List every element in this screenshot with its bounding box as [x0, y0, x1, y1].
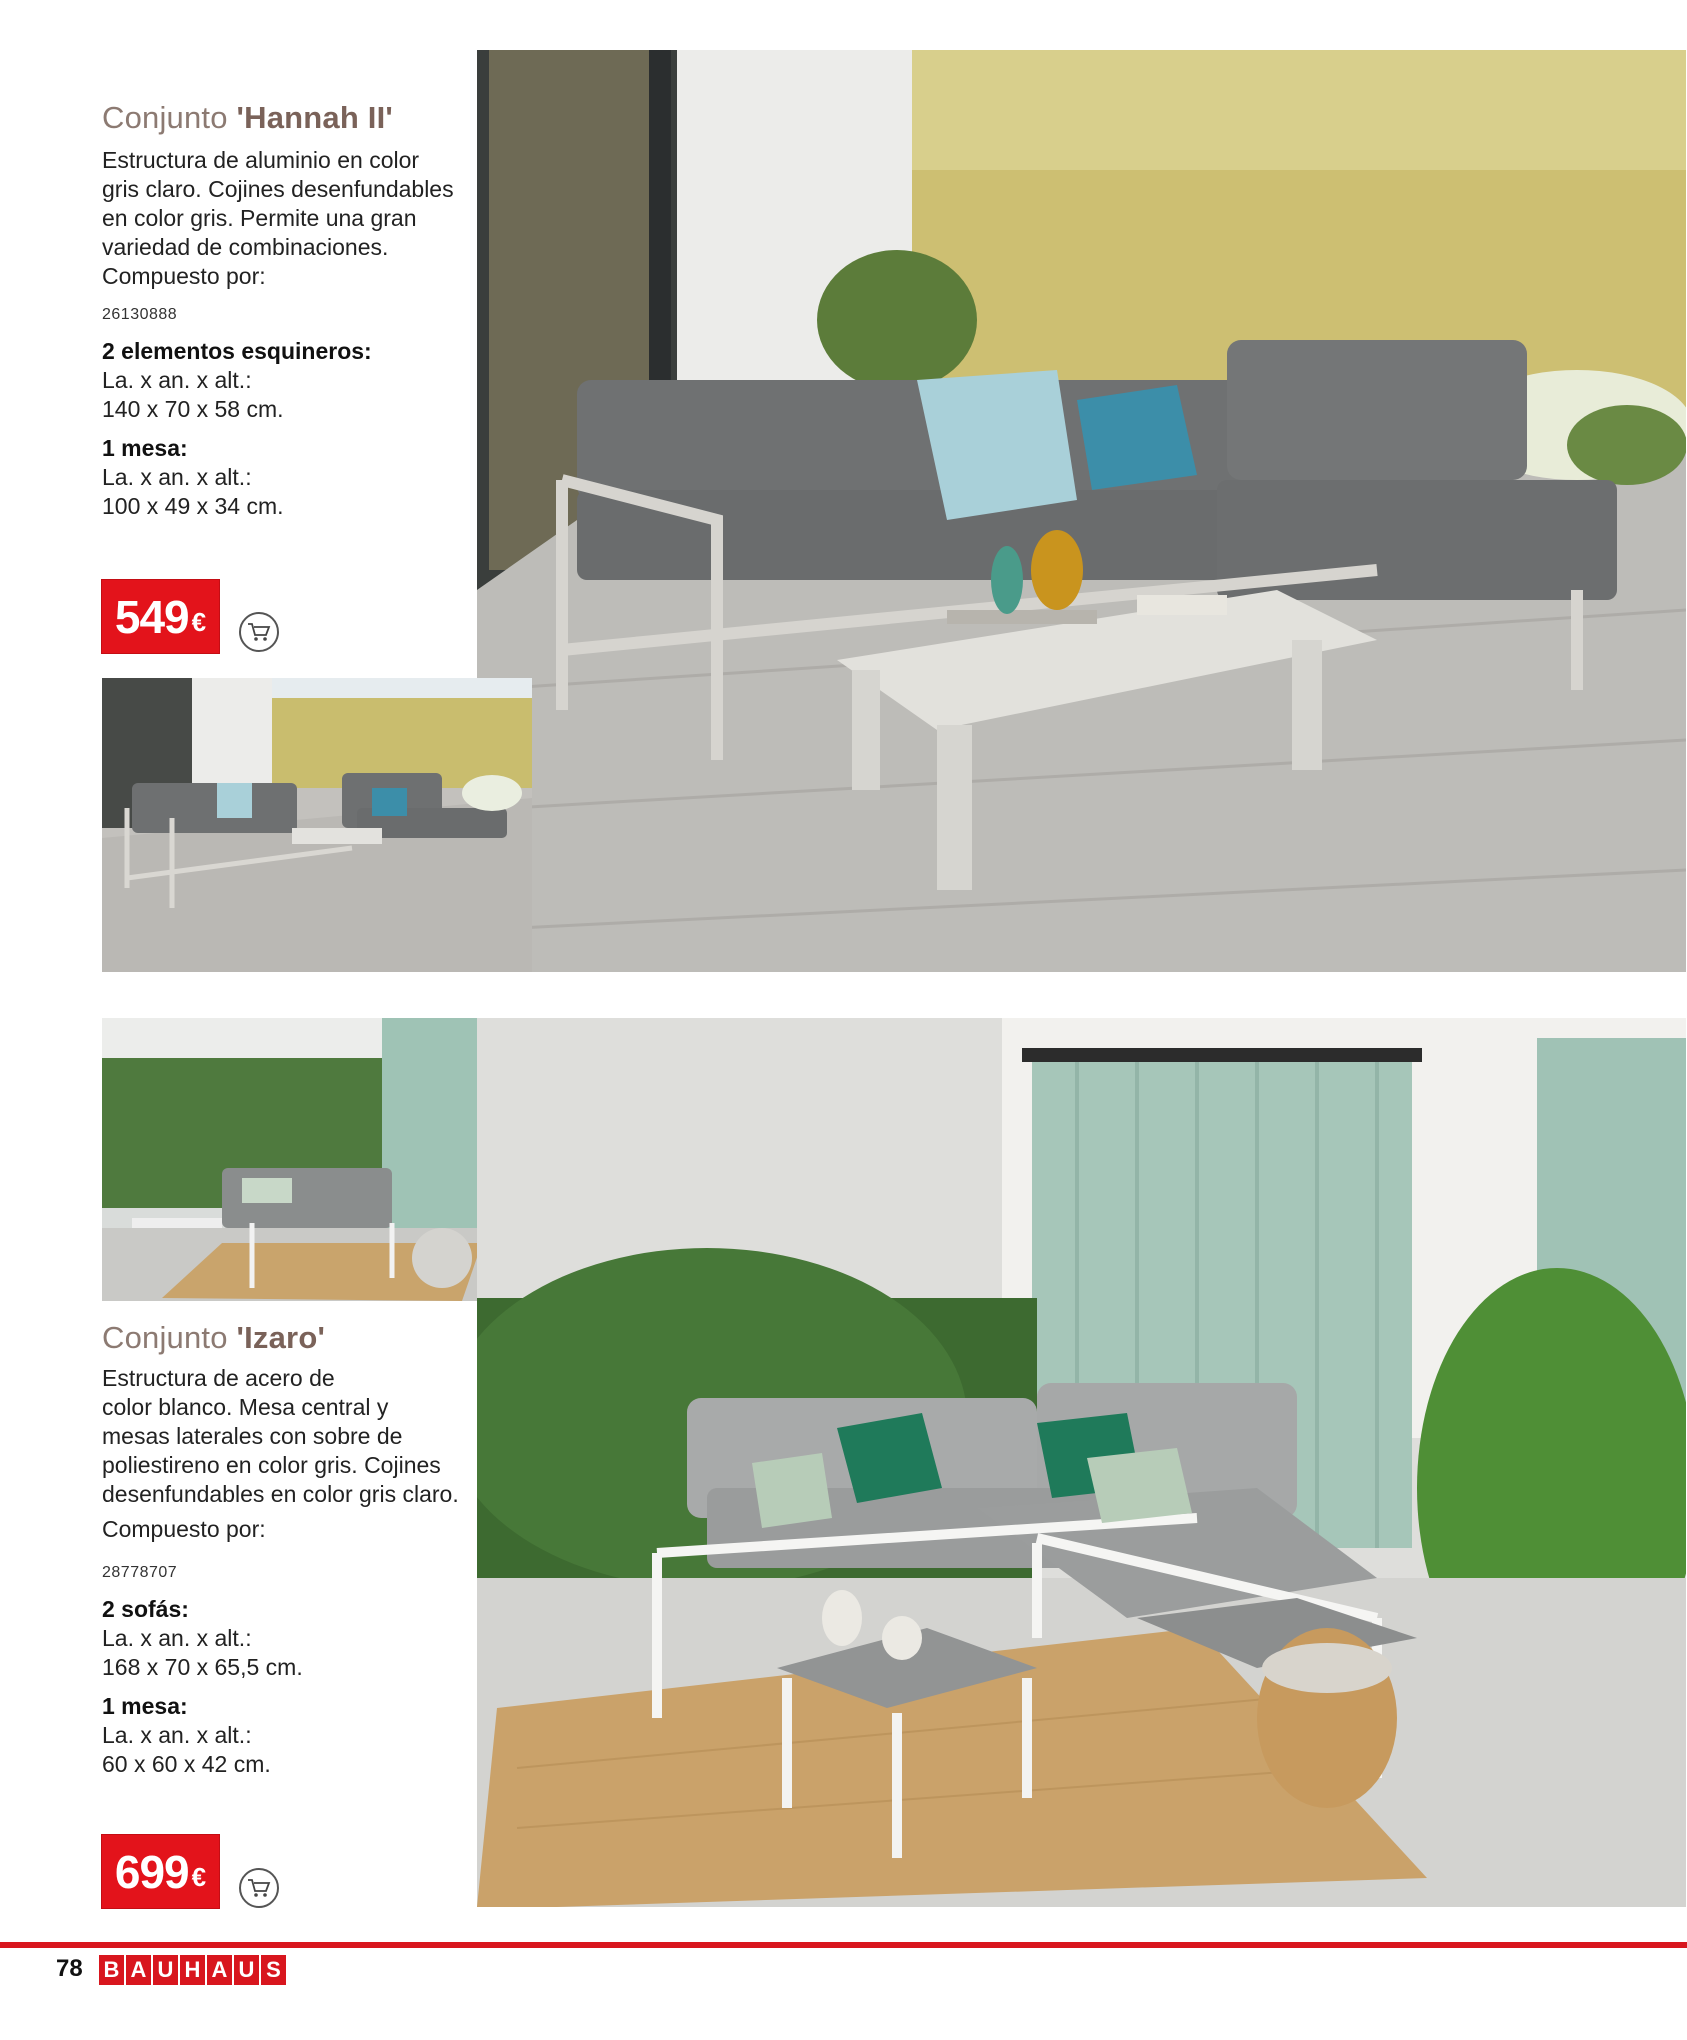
izaro-photo-1 [102, 1018, 531, 1301]
hannah-title-prefix: Conjunto [102, 100, 228, 135]
izaro-component1-dims: 168 x 70 x 65,5 cm. [102, 1654, 303, 1680]
hannah-desc-line: en color gris. Permite una gran [102, 205, 417, 231]
hannah-desc-line: Compuesto por: [102, 263, 266, 289]
izaro-components [102, 1595, 303, 1779]
hannah-component2-dims: 100 x 49 x 34 cm. [102, 493, 284, 519]
bauhaus-logo [99, 1955, 286, 1985]
logo-letter: B [99, 1955, 124, 1985]
logo-letter: U [234, 1955, 259, 1985]
izaro-desc-line: desenfundables en color gris claro. [102, 1481, 459, 1507]
hannah-component1-title: 2 elementos esquineros: [102, 338, 372, 364]
izaro-code: 28778707 [102, 1564, 178, 1581]
izaro-price: 699 [114, 1845, 189, 1898]
izaro-desc-line: color blanco. Mesa central y [102, 1394, 389, 1420]
hannah-component2-dims-label: La. x an. x alt.: [102, 464, 252, 490]
izaro-description [102, 1364, 459, 1544]
izaro-component2-dims-label: La. x an. x alt.: [102, 1722, 252, 1748]
hannah-desc-line: gris claro. Cojines desenfundables [102, 176, 454, 202]
izaro-title-name: 'Izaro' [236, 1320, 326, 1355]
logo-letter: H [180, 1955, 205, 1985]
hannah-component1-dims-label: La. x an. x alt.: [102, 367, 252, 393]
izaro-desc-line: poliestireno en color gris. Cojines [102, 1452, 441, 1478]
hannah-inset-photo [102, 678, 532, 972]
hannah-currency: € [191, 607, 207, 637]
izaro-component1-dims-label: La. x an. x alt.: [102, 1625, 252, 1651]
page-number: 78 [56, 1955, 83, 1982]
izaro-currency: € [191, 1862, 207, 1892]
izaro-main-photo [477, 1018, 1686, 1907]
hannah-main-photo [477, 50, 1686, 972]
izaro-price-badge [102, 1835, 219, 1908]
logo-letter: S [261, 1955, 286, 1985]
hannah-code: 26130888 [102, 306, 178, 323]
cart-icon[interactable] [239, 1868, 279, 1908]
logo-letter: U [153, 1955, 178, 1985]
logo-letter: A [207, 1955, 232, 1985]
izaro-component1-title: 2 sofás: [102, 1596, 189, 1622]
hannah-title-name: 'Hannah II' [236, 100, 393, 135]
izaro-desc-line: mesas laterales con sobre de [102, 1423, 403, 1449]
izaro-component2-title: 1 mesa: [102, 1693, 188, 1719]
logo-letter: A [126, 1955, 151, 1985]
hannah-price-badge [102, 580, 219, 653]
hannah-desc-line: variedad de combinaciones. [102, 234, 389, 260]
footer-divider [0, 1942, 1687, 1948]
hannah-title [102, 100, 393, 136]
izaro-component2-dims: 60 x 60 x 42 cm. [102, 1751, 271, 1777]
hannah-components [102, 337, 372, 521]
izaro-desc-line: Estructura de acero de [102, 1365, 335, 1391]
hannah-desc-line: Estructura de aluminio en color [102, 147, 420, 173]
cart-icon[interactable] [239, 612, 279, 652]
izaro-composed: Compuesto por: [102, 1516, 266, 1542]
hannah-component1-dims: 140 x 70 x 58 cm. [102, 396, 284, 422]
izaro-title-prefix: Conjunto [102, 1320, 228, 1355]
hannah-description [102, 146, 454, 291]
hannah-price: 549 [114, 590, 189, 643]
hannah-component2-title: 1 mesa: [102, 435, 188, 461]
izaro-title [102, 1320, 325, 1356]
